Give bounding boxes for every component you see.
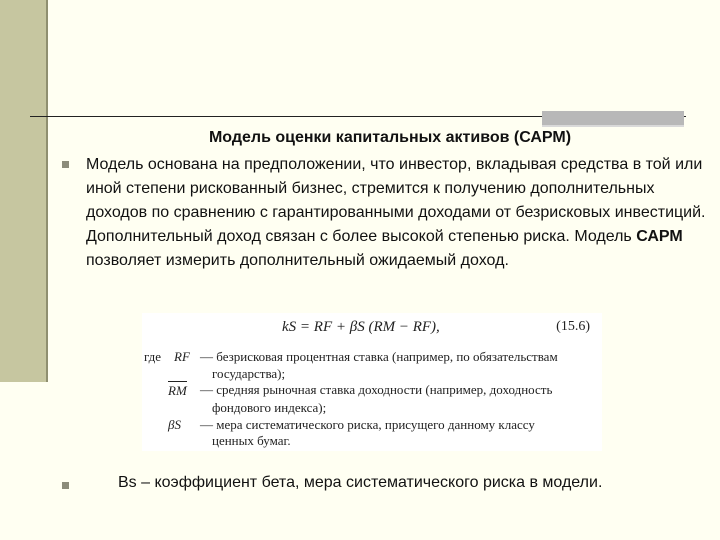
rm-description-cont: фондового индекса);	[212, 400, 327, 415]
second-bullet-text: Bs – коэффициент бета, мера систематического риска в модели.	[118, 474, 603, 491]
beta-symbol: βS	[168, 417, 181, 432]
rf-description-cont: государства);	[212, 366, 286, 381]
header-accent-shadow	[542, 125, 684, 127]
beta-description: — мера систематического риска, присущего данному классу	[200, 417, 535, 432]
formula-image	[142, 313, 602, 451]
main-paragraph	[86, 153, 712, 273]
where-label: где	[144, 349, 162, 364]
slide-title: Модель оценки капитальных активов (САРМ)	[208, 129, 572, 146]
bullet-marker-2	[62, 482, 69, 489]
capm-equation: kS = RF + βS (RM − RF),	[282, 319, 440, 335]
rf-description: — безрисковая процентная ставка (например, по обязательствам	[200, 349, 558, 364]
paragraph-text-2: позволяет измерить дополнительный ожидаемый доход.	[86, 252, 509, 269]
rm-description: — средняя рыночная ставка доходности (например, доходность	[200, 382, 553, 397]
left-decor-bar	[0, 0, 46, 382]
rm-symbol: RM	[168, 383, 187, 398]
paragraph-bold-capm: САРМ	[636, 228, 683, 245]
left-decor-bar-edge	[46, 0, 48, 382]
bullet-marker-1	[62, 161, 69, 168]
paragraph-text-1: Модель основана на предположении, что инвестор, вкладывая средства в той или иной степени рискованный бизнес, стремится к получению дополнительных доходов по сравнению с гарантированными доходами от безрисковых инвестиций. Дополнительный доход связан с более высокой степенью риска. Модель	[86, 156, 706, 245]
header-accent-block	[542, 111, 684, 125]
beta-description-cont: ценных бумаг.	[212, 433, 291, 448]
equation-number: (15.6)	[556, 319, 590, 334]
rf-symbol: RF	[174, 349, 190, 364]
